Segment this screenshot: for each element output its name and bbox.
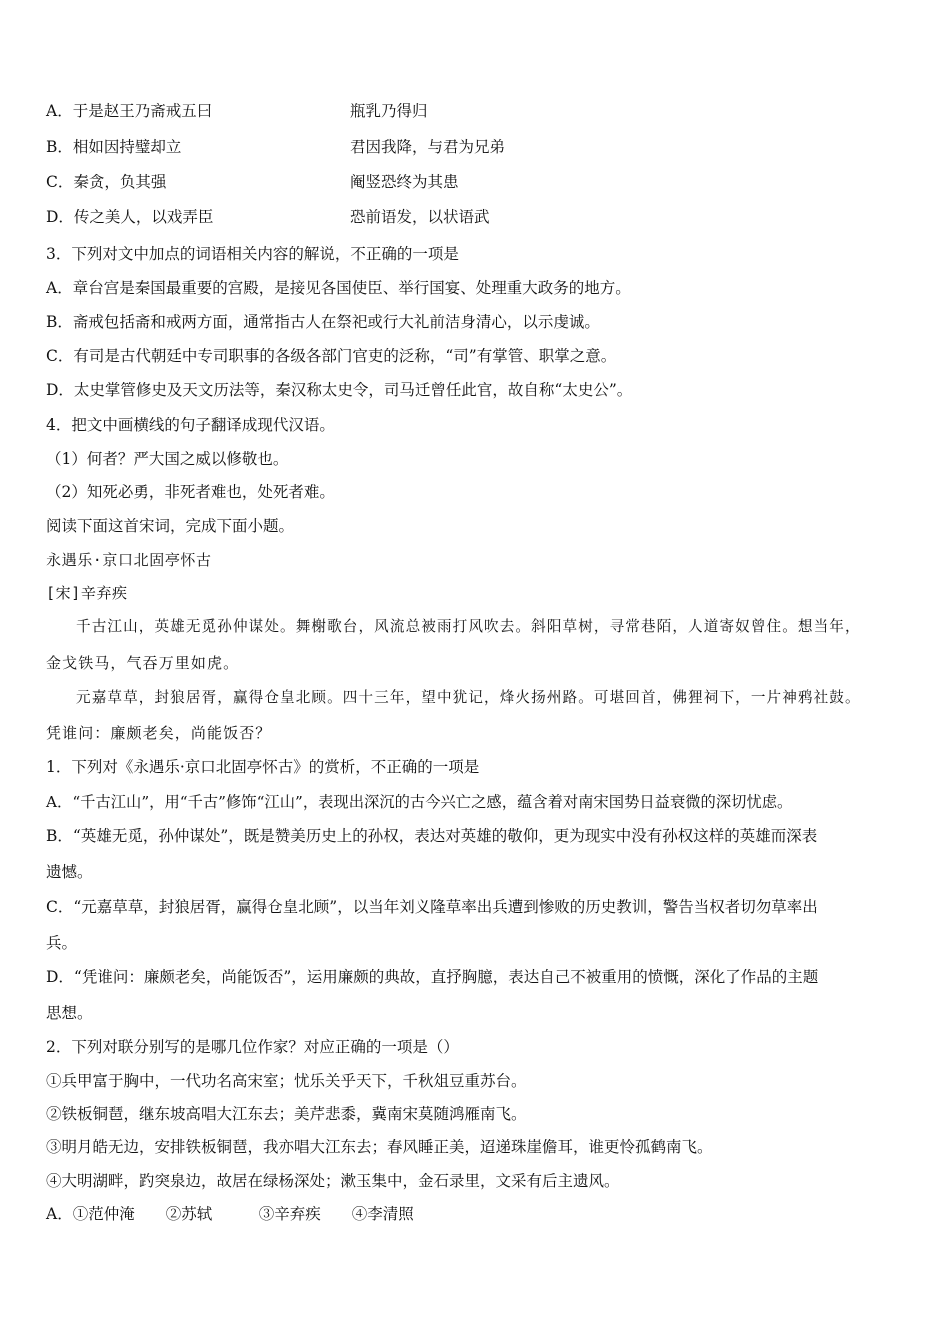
q4-sentence-2: （2）知死必勇，非死者难也，处死者难。: [46, 483, 335, 501]
poem-stanza2-line1: 元嘉草草，封狼居胥，赢得仓皇北顾。四十三年，望中犹记，烽火扬州路。可堪回首，佛狸祠下，一片神鸦社鼓。: [76, 689, 861, 706]
poem-stanza1-line2: 金戈铁马，气吞万里如虎。: [46, 654, 240, 672]
couplet-2: ②铁板铜琶，继东坡高唱大江东去；美芹悲黍，冀南宋莫随鸿雁南飞。: [46, 1105, 527, 1123]
poem-title: 永遇乐·京口北固亭怀古: [46, 551, 212, 569]
q2-option-b-right: 君因我降，与君为兄弟: [350, 138, 506, 156]
couplet-3: ③明月皓无边，安排铁板铜琶，我亦唱大江东去；春风睡正美，迢递珠崖儋耳，谁更怜孤鹤南飞。: [46, 1138, 713, 1156]
poem-q1-stem: 1．下列对《永遇乐·京口北固亭怀古》的赏析，不正确的一项是: [46, 758, 480, 776]
poem-q1-option-c-line1: C．“元嘉草草，封狼居胥，赢得仓皇北顾”，以当年刘义隆草率出兵遭到惨败的历史教训，警告当权者切勿草率出: [46, 898, 818, 916]
poem-stanza1-line1: 千古江山，英雄无觅孙仲谋处。舞榭歌台，风流总被雨打风吹去。斜阳草树，寻常巷陌，人道寄奴曾住。想当年，: [76, 618, 861, 635]
q2-option-c-left: C．秦贪，负其强: [46, 173, 167, 191]
poem-q2-option-a: A．①范仲淹 ②苏轼 ③辛弃疾 ④李清照: [46, 1205, 414, 1223]
poem-q1-option-a: A．“千古江山”，用“千古”修饰“江山”，表现出深沉的古今兴亡之感，蕴含着对南宋国势日益衰微的深切忧虑。: [46, 793, 793, 811]
q4-sentence-1: （1）何者？严大国之威以修敬也。: [46, 450, 289, 468]
q3-option-b: B．斋戒包括斋和戒两方面，通常指古人在祭祀或行大礼前洁身清心，以示虔诚。: [46, 313, 600, 331]
couplet-1: ①兵甲富于胸中，一代功名高宋室；忧乐关乎天下，千秋俎豆重苏台。: [46, 1072, 527, 1090]
poem-stanza2-line2: 凭谁问：廉颇老矣，尚能饭否？: [46, 724, 272, 742]
q2-option-b-left: B．相如因持璧却立: [46, 138, 182, 156]
poem-q1-option-b-line2: 遗憾。: [46, 863, 93, 881]
q2-option-d-right: 恐前语发，以状语武: [350, 208, 490, 226]
q3-option-d: D．太史掌管修史及天文历法等，秦汉称太史令，司马迁曾任此官，故自称“太史公”。: [46, 381, 633, 399]
q3-stem: 3．下列对文中加点的词语相关内容的解说，不正确的一项是: [46, 245, 459, 263]
q4-stem: 4．把文中画横线的句子翻译成现代汉语。: [46, 416, 335, 434]
poem-q1-option-c-line2: 兵。: [46, 934, 78, 952]
poem-q2-stem: 2．下列对联分别写的是哪几位作家？对应正确的一项是（）: [46, 1038, 459, 1056]
poem-author: [宋]辛弃疾: [46, 584, 128, 602]
q3-option-a: A．章台宫是秦国最重要的宫殿，是接见各国使臣、举行国宴、处理重大政务的地方。: [46, 279, 631, 297]
q2-option-d-left: D．传之美人，以戏弄臣: [46, 208, 214, 226]
reading-intro: 阅读下面这首宋词，完成下面小题。: [46, 517, 295, 535]
q2-option-a-left: A．于是赵王乃斋戒五曰: [46, 102, 213, 120]
q3-option-c: C．有司是古代朝廷中专司职事的各级各部门官吏的泛称，“司”有掌管、职掌之意。: [46, 347, 617, 365]
poem-q1-option-d-line1: D．“凭谁问：廉颇老矣，尚能饭否”，运用廉颇的典故，直抒胸臆，表达自己不被重用的愤慨，深化了作品的主题: [46, 968, 819, 986]
poem-q1-option-b-line1: B．“英雄无觅，孙仲谋处”，既是赞美历史上的孙权，表达对英雄的敬仰，更为现实中没有孙权这样的英雄而深表: [46, 827, 818, 845]
q2-option-c-right: 阉竖恐终为其患: [350, 173, 459, 191]
couplet-4: ④大明湖畔，趵突泉边，故居在绿杨深处；漱玉集中，金石录里，文采有后主遗风。: [46, 1172, 620, 1190]
q2-option-a-right: 瓶乳乃得归: [350, 102, 428, 120]
poem-q1-option-d-line2: 思想。: [46, 1004, 93, 1022]
